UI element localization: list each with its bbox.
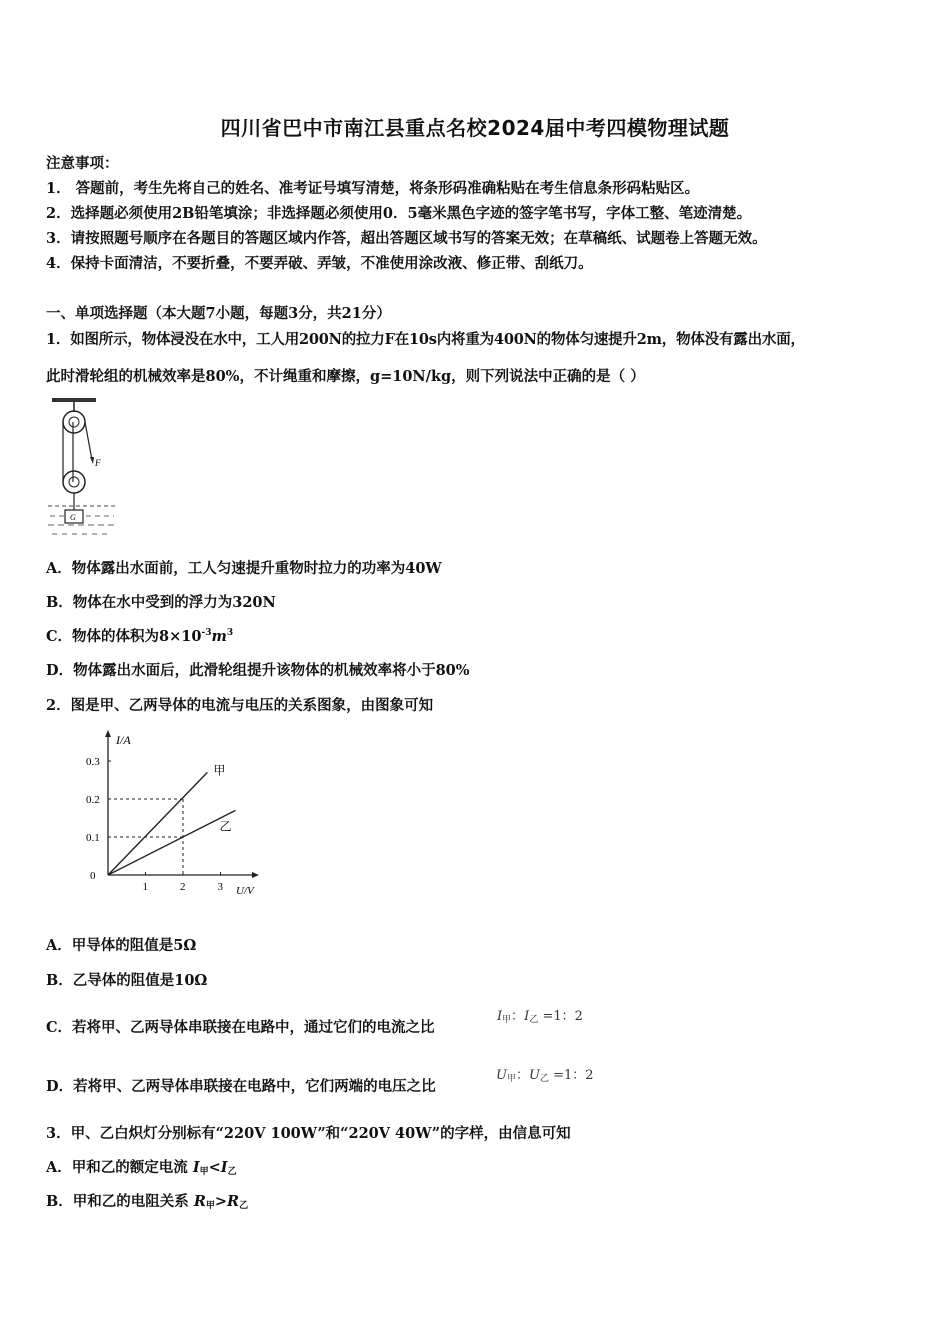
- voltage-ratio-formula: $U_甲$：$U_乙 =1$：2: [496, 1068, 594, 1084]
- section-heading: 一、单项选择题（本大题7小题，每题3分，共21分）: [46, 305, 391, 322]
- series-line-yi: [108, 810, 236, 875]
- origin-label: 0: [90, 870, 96, 882]
- y-tick-label: 0.1: [86, 832, 100, 844]
- q1-option-b: B．物体在水中受到的浮力为320N: [46, 594, 276, 611]
- series-line-jia: [108, 772, 207, 875]
- force-label: F: [95, 458, 101, 468]
- y-axis-arrow: [105, 730, 111, 737]
- q3-option-b: B．甲和乙的电阻关系 $R_甲>R_乙$: [46, 1193, 249, 1211]
- q3-stem: 3．甲、乙白炽灯分别标有“220V 100W”和“220V 40W”的字样，由信息可知: [46, 1125, 571, 1142]
- page-title: 四川省巴中市南江县重点名校2024届中考四模物理试题: [220, 116, 730, 140]
- y-axis-label: I/A: [116, 733, 131, 747]
- q2-option-b: B．乙导体的阻值是10Ω: [46, 972, 208, 989]
- notice-heading: 注意事项：: [46, 155, 119, 172]
- q1-option-d: D．物体露出水面后，此滑轮组提升该物体的机械效率将小于80%: [46, 662, 470, 679]
- y-tick-label: 0.2: [86, 794, 100, 806]
- notice-item: 4．保持卡面清洁，不要折叠，不要弄破、弄皱，不准使用涂改液、修正带、刮纸刀。: [46, 255, 593, 272]
- ceiling-beam: [52, 398, 96, 402]
- notice-item: 3．请按照题号顺序在各题目的答题区域内作答，超出答题区域书写的答案无效；在草稿纸、试题卷上答题无效。: [46, 230, 767, 247]
- fixed-pulley: [63, 411, 85, 433]
- notice-item: 1． 答题前，考生先将自己的姓名、准考证号填写清楚，将条形码准确粘贴在考生信息条形码粘贴区。: [46, 180, 700, 197]
- rope: [85, 422, 92, 460]
- object-label: G: [70, 513, 76, 522]
- x-tick-label: 1: [142, 881, 148, 893]
- q2-stem: 2．图是甲、乙两导体的电流与电压的关系图象，由图象可知: [46, 697, 434, 714]
- q2-option-d: D．若将甲、乙两导体串联接在电路中，它们两端的电压之比: [46, 1078, 436, 1095]
- iv-chart: [80, 728, 270, 900]
- current-ratio-formula: $I_甲$：$I_乙 =1$：2: [497, 1009, 583, 1025]
- notice-item: 2．选择题必须使用2B铅笔填涂；非选择题必须使用0．5毫米黑色字迹的签字笔书写，字体工整、笔迹清楚。: [46, 205, 752, 222]
- series-label: 甲: [213, 763, 226, 778]
- q1-stem-line1: 1．如图所示，物体浸没在水中，工人用200N的拉力F在10s内将重为400N的物体匀速提升2m，物体没有露出水面，: [46, 331, 805, 348]
- pulley-diagram: [46, 394, 118, 544]
- q1-option-c: C．物体的体积为$8\times 10^{-3}m^3$: [46, 628, 234, 645]
- x-tick-label: 2: [180, 881, 186, 893]
- q2-option-a: A．甲导体的阻值是5Ω: [46, 937, 197, 954]
- y-tick-label: 0.3: [86, 756, 100, 768]
- x-tick-label: 3: [217, 881, 223, 893]
- x-axis-arrow: [252, 872, 259, 878]
- q3-option-a: A．甲和乙的额定电流 $I_甲<I_乙$: [46, 1159, 237, 1177]
- movable-pulley: [63, 471, 85, 493]
- q1-stem-line2: 此时滑轮组的机械效率是80%，不计绳重和摩擦，g=10N/kg，则下列说法中正确的是（ ）: [46, 368, 645, 385]
- series-label: 乙: [219, 819, 232, 834]
- q1-option-a: A．物体露出水面前，工人匀速提升重物时拉力的功率为40W: [46, 560, 442, 577]
- q2-option-c: C．若将甲、乙两导体串联接在电路中，通过它们的电流之比: [46, 1019, 435, 1036]
- x-axis-label: U/V: [236, 885, 254, 897]
- force-arrow: [90, 457, 94, 464]
